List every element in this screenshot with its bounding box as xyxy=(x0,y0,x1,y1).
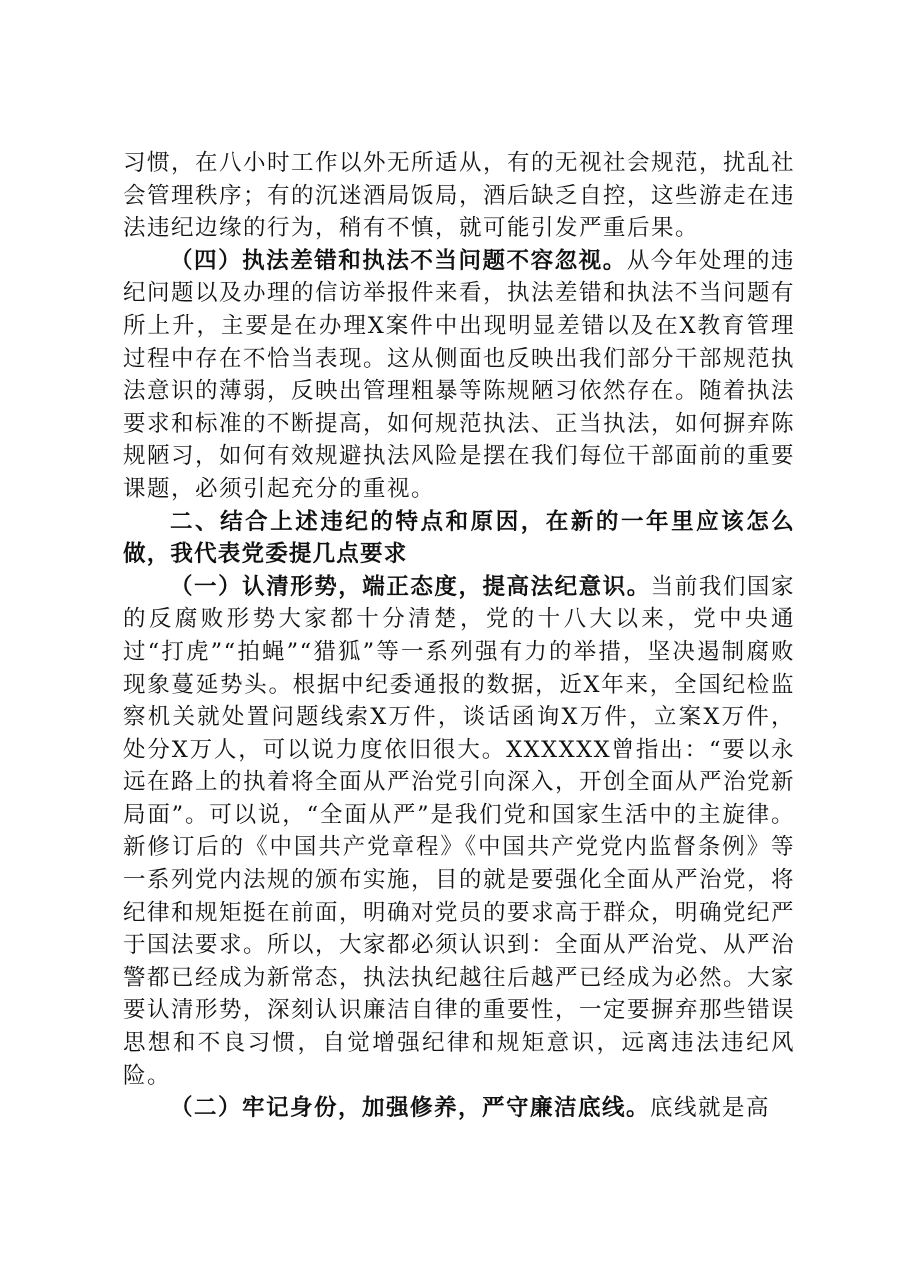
requirement-one-lead: （一）认清形势，端正态度，提高法纪意识。 xyxy=(170,573,651,600)
section-four-body: 从今年处理的违纪问题以及办理的信访举报件来看，执法差错和执法不当问题有所上升，主要是在办理X案件中出现明显差错以及在X教育管理过程中存在不恰当表现。这从侧面也反映出我们部分干部规范执法意识的薄弱，反映出管理粗暴等陈规陋习依然存在。随着执法要求和标准的不断提高，如何规范执法、正当执法，如何摒弃陈规陋习，如何有效规避执法风险是摆在我们每位干部面前的重要课题，必须引起充分的重视。 xyxy=(123,247,796,502)
requirement-one-body: 当前我们国家的反腐败形势大家都十分清楚，党的十八大以来，党中央通过“打虎”“拍蝇”“猎狐”等一系列强有力的举措，坚决遏制腐败现象蔓延势头。根据中纪委通报的数据，近X年来，全国纪检监察机关就处置问题线索X万件，谈话函询X万件，立案X万件，处分X万人，可以说力度依旧很大。XXXXXX曾指出：“要以永远在路上的执着将全面从严治党引向深入，开创全面从严治党新局面”。可以说，“全面从严”是我们党和国家生活中的主旋律。新修订后的《中国共产党章程》《中国共产党党内监督条例》等一系列党内法规的颁布实施，目的就是要强化全面从严治党，将纪律和规矩挺在前面，明确对党员的要求高于群众，明确党纪严于国法要求。所以，大家都必须认识到：全面从严治党、从严治警都已经成为新常态，执法执纪越往后越严已经成为必然。大家要认清形势，深刻认识廉洁自律的重要性，一定要摒弃那些错误思想和不良习惯，自觉增强纪律和规矩意识，远离违法违纪风险。 xyxy=(123,573,796,1089)
requirement-two-body: 底线就是高 xyxy=(650,1095,771,1122)
paragraph-continuation: 习惯，在八小时工作以外无所适从，有的无视社会规范，扰乱社会管理秩序；有的沉迷酒局饭局，酒后缺乏自控，这些游走在违法违纪边缘的行为，稍有不慎，就可能引发严重后果。 xyxy=(123,150,796,242)
paragraph-requirement-two xyxy=(123,1092,795,1125)
section-four-lead: （四）执法差错和执法不当问题不容忽视。 xyxy=(170,247,627,274)
paragraph-section-four xyxy=(123,245,795,506)
paragraph-requirement-one xyxy=(123,571,795,1093)
requirement-two-lead: （二）牢记身份，加强修养，严守廉洁底线。 xyxy=(170,1095,651,1122)
document-body xyxy=(123,147,795,1125)
section-heading-two: 二、结合上述违纪的特点和原因，在新的一年里应该怎么做，我代表党委提几点要求 xyxy=(123,508,795,568)
